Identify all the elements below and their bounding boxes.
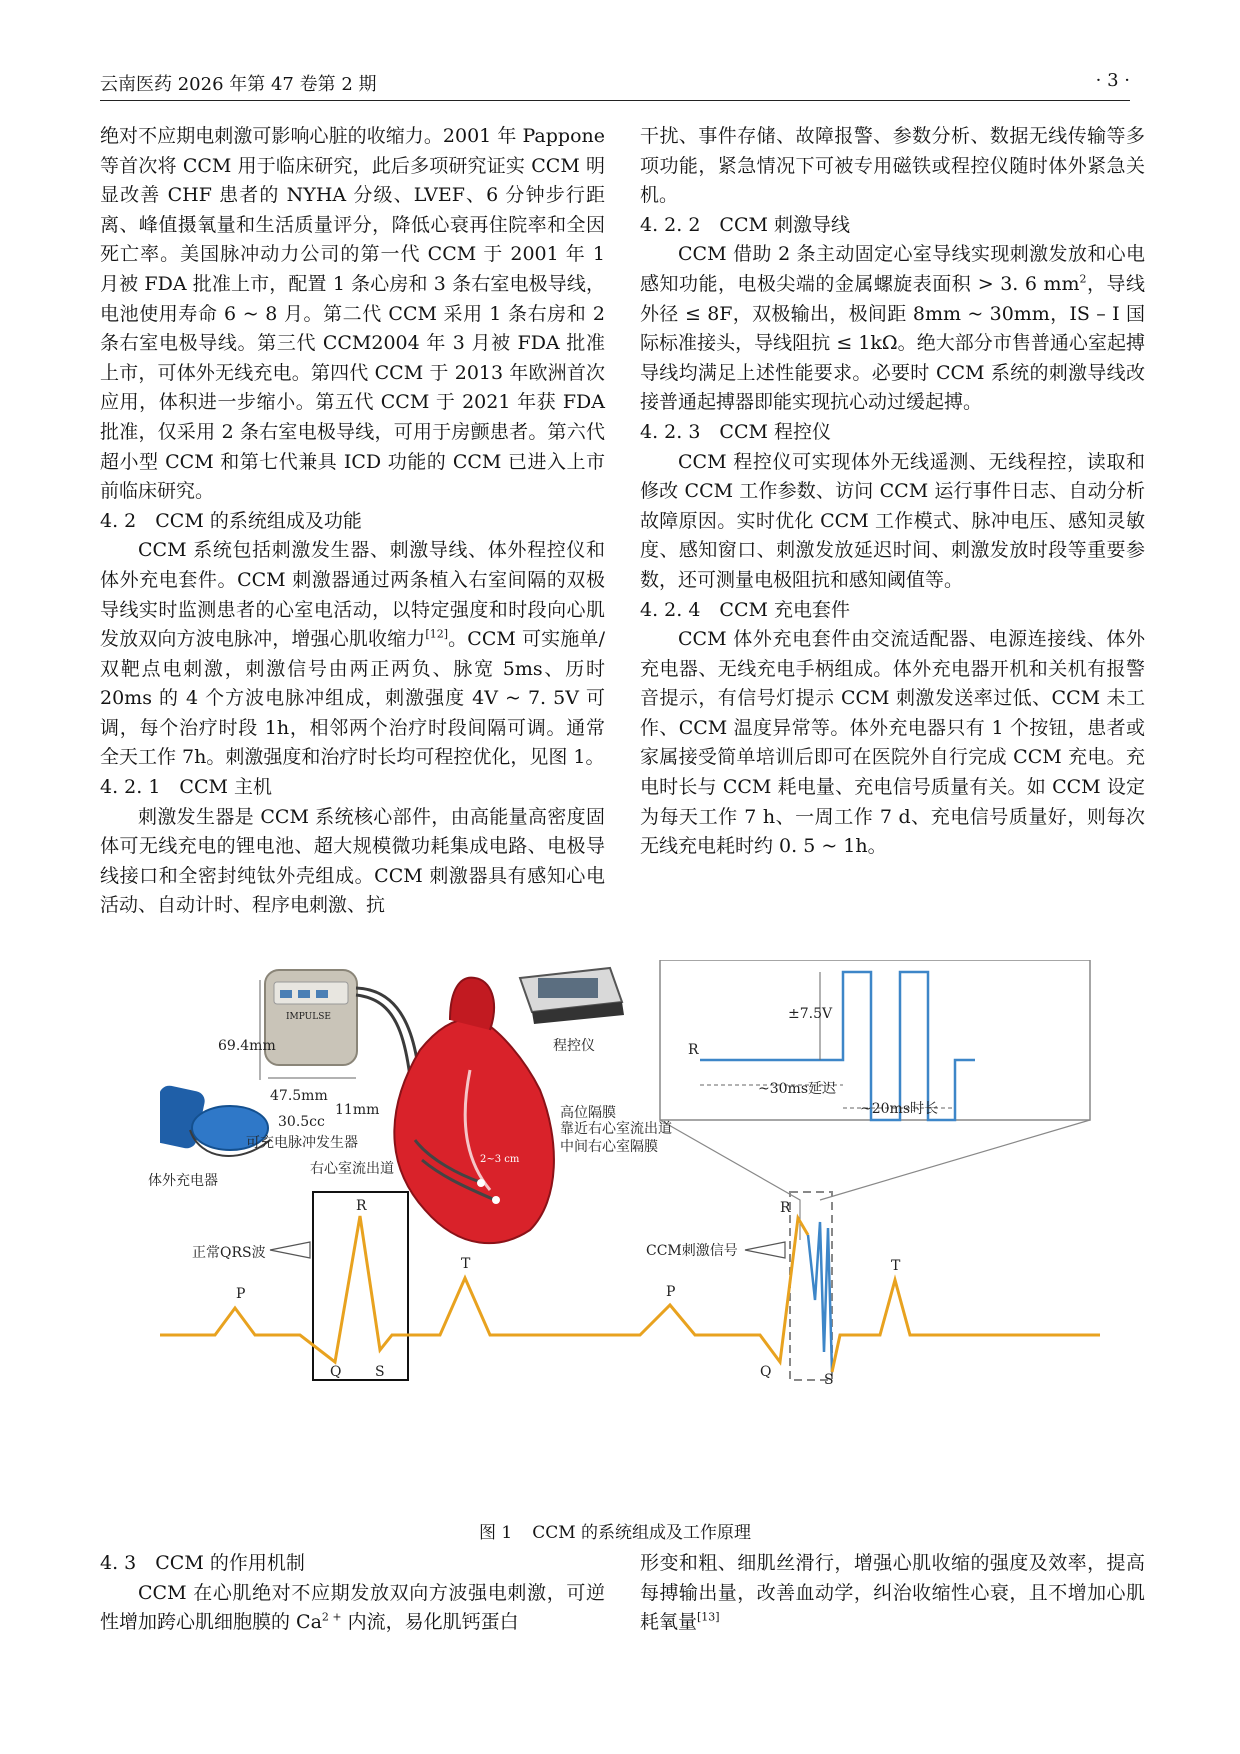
paragraph-text: 4. 2. 3 CCM 程控仪 (640, 420, 831, 443)
normal-qrs-label: 正常QRS波 (192, 1245, 266, 1261)
right-column-bottom (640, 1549, 1145, 1638)
ecg-s1-label: S (375, 1364, 385, 1380)
duration-label: ~20ms时长 (860, 1101, 939, 1117)
page-header (100, 70, 1130, 98)
ccm-signal-label: CCM刺激信号 (646, 1243, 738, 1259)
ecg-t2-label: T (891, 1258, 901, 1274)
paragraph (100, 536, 605, 773)
ecg-q2-label: Q (760, 1364, 772, 1380)
charger-label: 体外充电器 (148, 1173, 218, 1189)
paragraph-text: CCM 借助 2 条主动固定心室导线实现刺激发放和心电感知功能，电极尖端的金属螺旋表面积 > 3. 6 mm (640, 243, 1145, 295)
paragraph-text: CCM 程控仪可实现体外无线遥测、无线程控，读取和修改 CCM 工作参数、访问 CCM 运行事件日志、自动分析故障原因。实时优化 CCM 工作模式、脉冲电压、感知灵敏度、感知窗口、刺激发放延迟时间、刺激发放时段等重要参数，还可测量电极阻抗和感知阈值等。 (640, 450, 1145, 591)
paragraph (100, 1579, 605, 1638)
paragraph-text: 刺激发生器是 CCM 系统核心部件，由高能量高密度固体可无线充电的锂电池、超大规模微功耗集成电路、电极导线接口和全密封纯钛外壳组成。CCM 刺激器具有感知心电活动、自动计时、程序电刺激、抗 (100, 805, 605, 917)
paragraph (100, 122, 605, 507)
generator-label: 可充电脉冲发生器 (246, 1135, 358, 1151)
paragraph-text-tail: 内流，易化肌钙蛋白 (341, 1611, 519, 1634)
paragraph (640, 1549, 1145, 1638)
voltage-label: ±7.5V (788, 1006, 833, 1022)
programmer-label: 程控仪 (553, 1038, 595, 1054)
figure-caption (100, 1518, 1130, 1543)
left-column-top (100, 122, 605, 921)
paragraph-text: 4. 3 CCM 的作用机制 (100, 1552, 305, 1574)
section-heading (640, 211, 1145, 241)
section-heading (640, 596, 1145, 626)
paragraph-text: 4. 2. 4 CCM 充电套件 (640, 598, 850, 621)
journal-title: 云南医药 2026 年第 47 卷第 2 期 (100, 74, 377, 95)
heart-illustration (394, 978, 554, 1244)
figure-caption-text: CCM 的系统组成及工作原理 (532, 1523, 752, 1543)
paragraph-text: 形变和粗、细肌丝滑行，增强心肌收缩的强度及效率，提高每搏输出量，改善血动学，纠治收缩性心衰，且不增加心肌耗氧量 (640, 1552, 1145, 1634)
paragraph-text-tail: 。CCM 可实施单/双靶点电刺激，刺激信号由两正两负、脉宽 5ms、历时 20ms 的 4 个方波电脉冲组成，刺激强度 4V ~ 7. 5V 可调，每个治疗时段 1h，相邻两个治疗时段间隔可调。通常全天工作 7h。刺激强度和治疗时长均可程控优化，见图 1。 (100, 628, 605, 769)
delay-label: ~30ms延迟 (758, 1081, 837, 1097)
pulse-inset-frame (660, 960, 1090, 1120)
mid-septum-label: 中间右心室隔膜 (560, 1139, 658, 1155)
section-heading (100, 507, 605, 537)
figure-1 (148, 960, 1100, 1520)
high-septum-rvot-label: 靠近右心室流出道 (560, 1121, 672, 1137)
dimension-width-label: 47.5mm (270, 1088, 328, 1104)
device-brand-label: IMPULSE (286, 1012, 331, 1022)
section-heading (640, 418, 1145, 448)
paragraph-text-tail: ，导线外径 ≤ 8F，双极输出，极间距 8mm ~ 30mm，IS – I 国际标准接头，导线阻抗 ≤ 1kΩ。绝大部分市售普通心室起搏导线均满足上述性能要求。必要时 CCM 系统的刺激导线改接普通起搏器即能实现抗心动过缓起搏。 (640, 272, 1145, 414)
paragraph-text: CCM 体外充电套件由交流适配器、电源连接线、体外充电器、无线充电手柄组成。体外充电器开机和关机有报警音提示，有信号灯提示 CCM 刺激发送率过低、CCM 未工作、CCM 温度异常等。体外充电器只有 1 个按钮，患者或家属接受简单培训后即可在医院外自行完成 CCM 充电。充电时长与 CCM 耗电量、充电信号质量有关。如 CCM 设定为每天工作 7 h、一周工作 7 d、充电信号质量好，则每次无线充电耗时约 0. 5 ~ 1h。 (640, 628, 1145, 858)
superscript: 2 + (321, 1610, 342, 1624)
ecg-r1-label: R (356, 1198, 367, 1214)
pulse-r-label: R (688, 1042, 699, 1058)
superscript: [12] (425, 627, 449, 641)
ecg-s2-label: S (824, 1372, 834, 1388)
paragraph (640, 240, 1145, 418)
figure-caption-number: 图 1 (478, 1523, 513, 1543)
figure-1-graphic (160, 960, 1100, 1520)
section-heading (100, 773, 605, 803)
ecg-r2-label: R (780, 1200, 791, 1216)
programmer-image (520, 968, 624, 1024)
superscript: 2 (1079, 272, 1087, 286)
ecg-q1-label: Q (330, 1364, 342, 1380)
paragraph (640, 122, 1145, 211)
volume-label: 30.5cc (278, 1114, 325, 1130)
section-heading (100, 1549, 605, 1579)
paragraph-text: 4. 2. 2 CCM 刺激导线 (640, 213, 850, 236)
paragraph-text: 4. 2 CCM 的系统组成及功能 (100, 509, 362, 532)
high-septum-label: 高位隔膜 (560, 1105, 616, 1121)
paragraph (640, 448, 1145, 596)
left-column-bottom (100, 1549, 605, 1638)
header-rule (100, 100, 1130, 101)
ecg-trace-after (832, 1280, 1100, 1372)
paragraph-text: CCM 在心肌绝对不应期发放双向方波强电刺激，可逆性增加跨心肌细胞膜的 Ca (100, 1581, 605, 1634)
right-column-top (640, 122, 1145, 862)
page-number: · 3 · (1095, 70, 1130, 91)
paragraph (640, 625, 1145, 862)
rvot-label: 右心室流出道 (310, 1161, 394, 1177)
distance-label: 2~3 cm (480, 1154, 520, 1165)
superscript: [13] (697, 1610, 720, 1624)
paragraph-text: CCM 系统包括刺激发生器、刺激导线、体外程控仪和体外充电套件。CCM 刺激器通过两条植入右室间隔的双极导线实时监测患者的心室电活动，以特定强度和时段向心肌发放双向方波电脉冲，增强心肌收缩力 (100, 539, 605, 651)
ccm-stim-spikes (808, 1222, 832, 1372)
ecg-t1-label: T (461, 1256, 471, 1272)
paragraph (100, 803, 605, 921)
dimension-height-label: 69.4mm (218, 1038, 276, 1054)
ecg-p2-label: P (666, 1284, 676, 1300)
dimension-thickness-label: 11mm (335, 1102, 380, 1118)
paragraph-text: 4. 2. 1 CCM 主机 (100, 776, 272, 799)
paragraph-text: 绝对不应期电刺激可影响心脏的收缩力。2001 年 Pappone 等首次将 CCM 用于临床研究，此后多项研究证实 CCM 明显改善 CHF 患者的 NYHA 分级、LVEF、6 分钟步行距离、峰值摄氧量和生活质量评分，降低心衰再住院率和全因死亡率。美国脉冲动力公司的第一代 CCM 于 2001 年 1 月被 FDA 批准上市，配置 1 条心房和 3 条右室电极导线，电池使用寿命 6 ~ 8 月。第二代 CCM 采用 1 条右房和 2 条右室电极导线。第三代 CCM2004 年 3 月被 FDA 批准上市，可体外无线充电。第四代 CCM 于 2013 年欧洲首次应用，体积进一步缩小。第五代 CCM 于 2021 年获 FDA 批准，仅采用 2 条右室电极导线，可用于房颤患者。第六代超小型 CCM 和第七代兼具 ICD 功能的 CCM 已进入上市前临床研究。 (100, 125, 605, 503)
ecg-p1-label: P (236, 1286, 246, 1302)
paragraph-text: 干扰、事件存储、故障报警、参数分析、数据无线传输等多项功能，紧急情况下可被专用磁铁或程控仪随时体外紧急关机。 (640, 125, 1145, 207)
